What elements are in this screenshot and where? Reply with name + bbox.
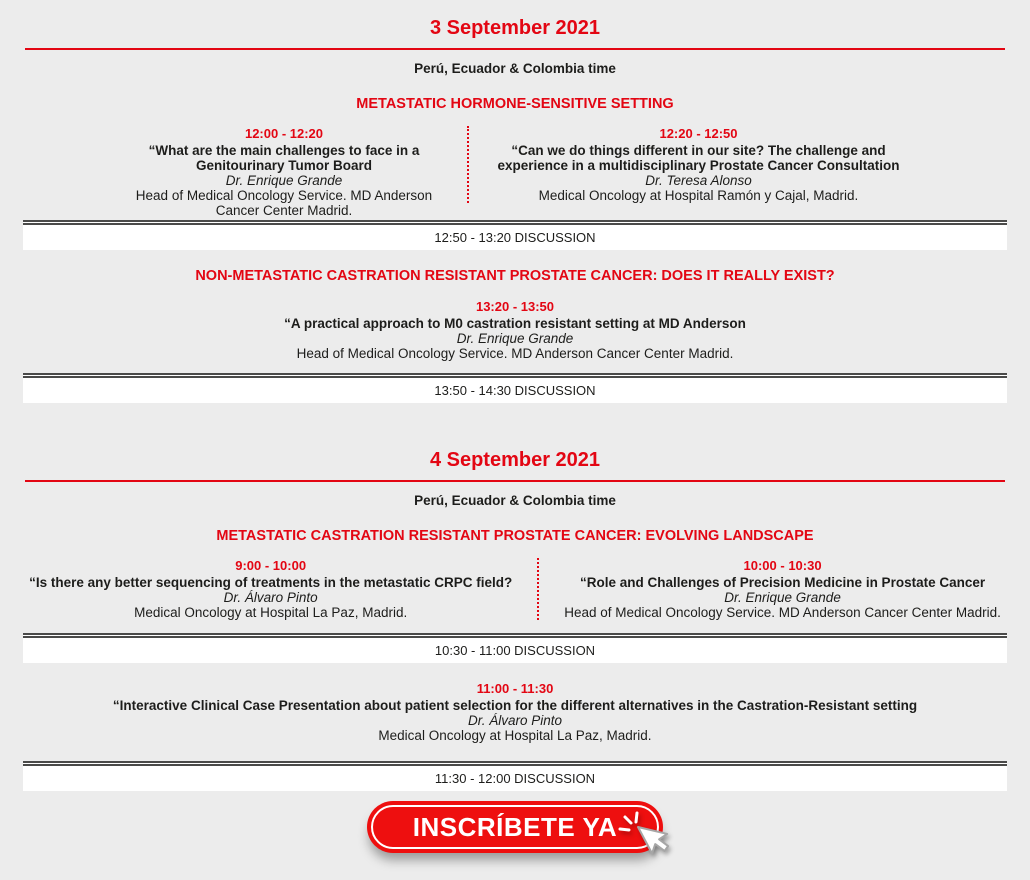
click-cursor-icon: [617, 811, 675, 869]
session-time: 10:00 - 10:30: [743, 558, 822, 573]
discussion-bar: [23, 761, 1007, 791]
discussion-label: 12:50 - 13:20 DISCUSSION: [434, 230, 596, 245]
session-affiliation: Medical Oncology at Hospital La Paz, Madrid.: [134, 605, 408, 620]
cta-row: [0, 801, 1030, 853]
session-speaker: Dr. Enrique Grande: [456, 331, 574, 346]
session-speaker: Dr. Álvaro Pinto: [223, 590, 318, 605]
discussion-label: 10:30 - 11:00 DISCUSSION: [434, 643, 596, 658]
discussion-bar: [23, 373, 1007, 403]
day-2-title: 4 September 2021: [429, 449, 601, 471]
register-button-label: INSCRÍBETE YA: [412, 811, 618, 842]
session-title: “What are the main challenges to face in a Genitourinary Tumor Board: [148, 143, 420, 173]
session-affiliation: Head of Medical Oncology Service. MD Anderson Cancer Center Madrid.: [135, 188, 433, 218]
session-title: “Can we do things different in our site? The challenge and experience in a multidisciplinary Prostate Cancer Consultation: [497, 143, 900, 173]
discussion-label: 11:30 - 12:00 DISCUSSION: [434, 771, 596, 786]
day-2-timezone: Perú, Ecuador & Colombia time: [414, 493, 616, 508]
day-1-section: [0, 17, 1030, 403]
day-1-timezone: Perú, Ecuador & Colombia time: [414, 61, 616, 76]
session-speaker: Dr. Teresa Alonso: [645, 173, 752, 188]
session-title: “A practical approach to M0 castration resistant setting at MD Anderson: [284, 316, 746, 331]
session-title: “Interactive Clinical Case Presentation about patient selection for the different alternatives in the Castration-Resistant setting: [112, 698, 918, 713]
session-card: [65, 681, 965, 743]
day-1-title: 3 September 2021: [429, 17, 601, 39]
day-2-rule: [25, 480, 1005, 482]
session-time: 9:00 - 10:00: [235, 558, 307, 573]
session-speaker: Dr. Enrique Grande: [724, 590, 841, 605]
section-heading-non-metastatic: NON-METASTATIC CASTRATION RESISTANT PROSTATE CANCER: DOES IT REALLY EXIST?: [195, 268, 835, 284]
session-speaker: Dr. Enrique Grande: [225, 173, 343, 188]
session-card: [65, 299, 965, 361]
day-2-sessions-row: [0, 558, 1030, 620]
discussion-label: 13:50 - 14:30 DISCUSSION: [434, 383, 596, 398]
day-1-sessions-row: [0, 126, 1030, 218]
session-card: [102, 126, 467, 218]
section-heading-castration-resistant: METASTATIC CASTRATION RESISTANT PROSTATE CANCER: EVOLVING LANDSCAPE: [216, 528, 814, 544]
day-1-rule: [25, 48, 1005, 50]
session-speaker: Dr. Álvaro Pinto: [467, 713, 563, 728]
session-affiliation: Medical Oncology at Hospital La Paz, Madrid.: [378, 728, 652, 743]
session-time: 11:00 - 11:30: [476, 681, 554, 696]
session-affiliation: Head of Medical Oncology Service. MD Anderson Cancer Center Madrid.: [564, 605, 1001, 620]
session-affiliation: Medical Oncology at Hospital Ramón y Cajal, Madrid.: [538, 188, 859, 203]
session-time: 12:00 - 12:20: [244, 126, 324, 141]
discussion-bar: [23, 633, 1007, 663]
session-title: “Role and Challenges of Precision Medicine in Prostate Cancer: [580, 575, 986, 590]
day-2-section: [0, 449, 1030, 791]
session-card: [537, 558, 1026, 620]
session-title: “Is there any better sequencing of treatments in the metastatic CRPC field?: [29, 575, 513, 590]
session-card: [4, 558, 537, 620]
session-time: 13:20 - 13:50: [475, 299, 555, 314]
session-affiliation: Head of Medical Oncology Service. MD Anderson Cancer Center Madrid.: [296, 346, 734, 361]
register-button[interactable]: [367, 801, 663, 853]
session-card: [467, 126, 929, 203]
discussion-bar: [23, 220, 1007, 250]
session-time: 12:20 - 12:50: [659, 126, 738, 141]
section-heading-hormone-sensitive: METASTATIC HORMONE-SENSITIVE SETTING: [356, 96, 674, 112]
